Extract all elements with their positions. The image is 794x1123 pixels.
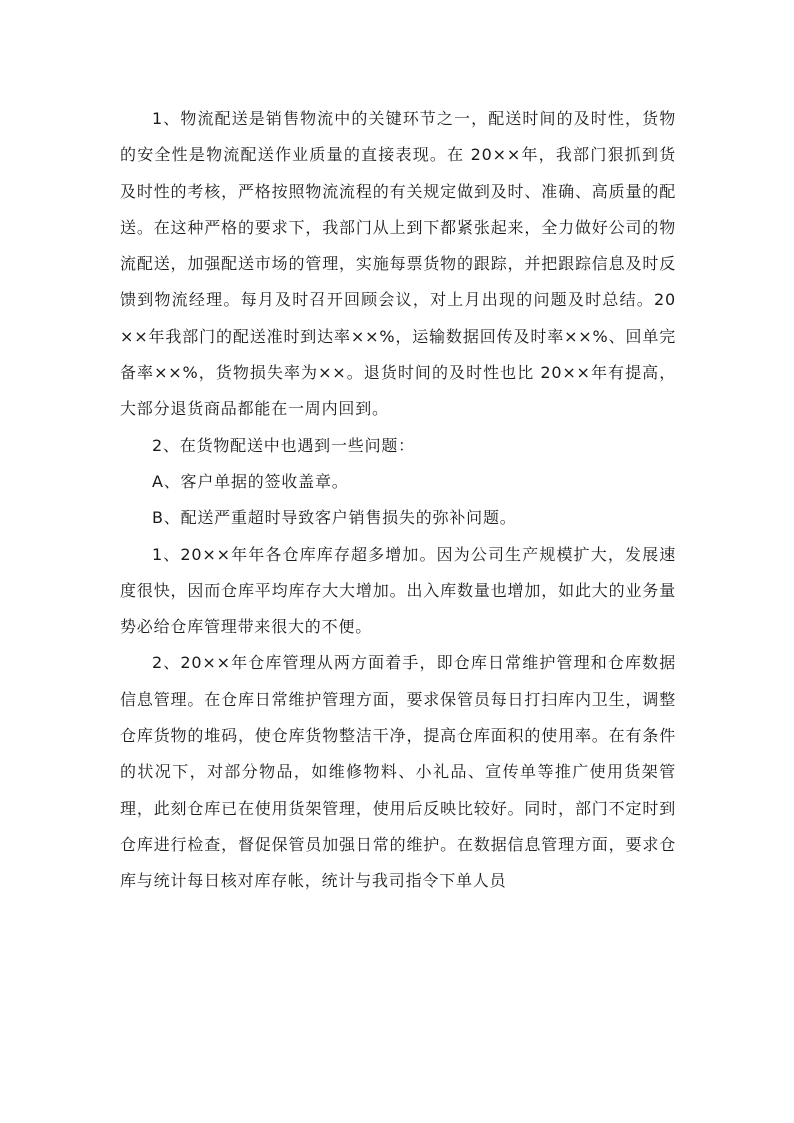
paragraph-delivery-overview: 1、物流配送是销售物流中的关键环节之一，配送时间的及时性，货物的安全性是物流配送作业质量的直接表现。在 20××年，我部门狠抓到货及时性的考核，严格按照物流流程的有关规定做到及时、准确、高质量的配送。在这种严格的要求下，我部门从上到下都紧张起来，全力做好公司的物流配送，加强配送市场的管理，实施每票货物的跟踪，并把跟踪信息及时反馈到物流经理。每月及时召开回顾会议，对上月出现的问题及时总结。20××年我部门的配送准时到达率××%，运输数据回传及时率××%、回单完备率××%，货物损失率为××。退货时间的及时性也比 20××年有提高，大部分退货商品都能在一周内回到。 xyxy=(120,109,676,419)
paragraph-problem-a: A、客户单据的签收盖章。 xyxy=(152,471,349,491)
document-body xyxy=(120,101,676,900)
paragraph-warehouse-management: 2、20××年仓库管理从两方面着手，即仓库日常维护管理和仓库数据信息管理。在仓库日常维护管理方面，要求保管员每日打扫库内卫生，调整仓库货物的堆码，使仓库货物整洁干净，提高仓库面积的使用率。在有条件的状况下，对部分物品，如维修物料、小礼品、宣传单等推广使用货架管理，此刻仓库已在使用货架管理，使用后反映比较好。同时，部门不定时到仓库进行检查，督促保管员加强日常的维护。在数据信息管理方面，要求仓库与统计每日核对库存帐，统计与我司指令下单人员 xyxy=(120,653,676,891)
paragraph-delivery-problems: 2、在货物配送中也遇到一些问题： xyxy=(152,435,415,455)
paragraph-inventory-increase: 1、20××年年各仓库库存超多增加。因为公司生产规模扩大，发展速度很快，因而仓库平均库存大大增加。出入库数量也增加，如此大的业务量势必给仓库管理带来很大的不便。 xyxy=(120,544,676,637)
paragraph-problem-b: B、配送严重超时导致客户销售损失的弥补问题。 xyxy=(152,508,517,528)
